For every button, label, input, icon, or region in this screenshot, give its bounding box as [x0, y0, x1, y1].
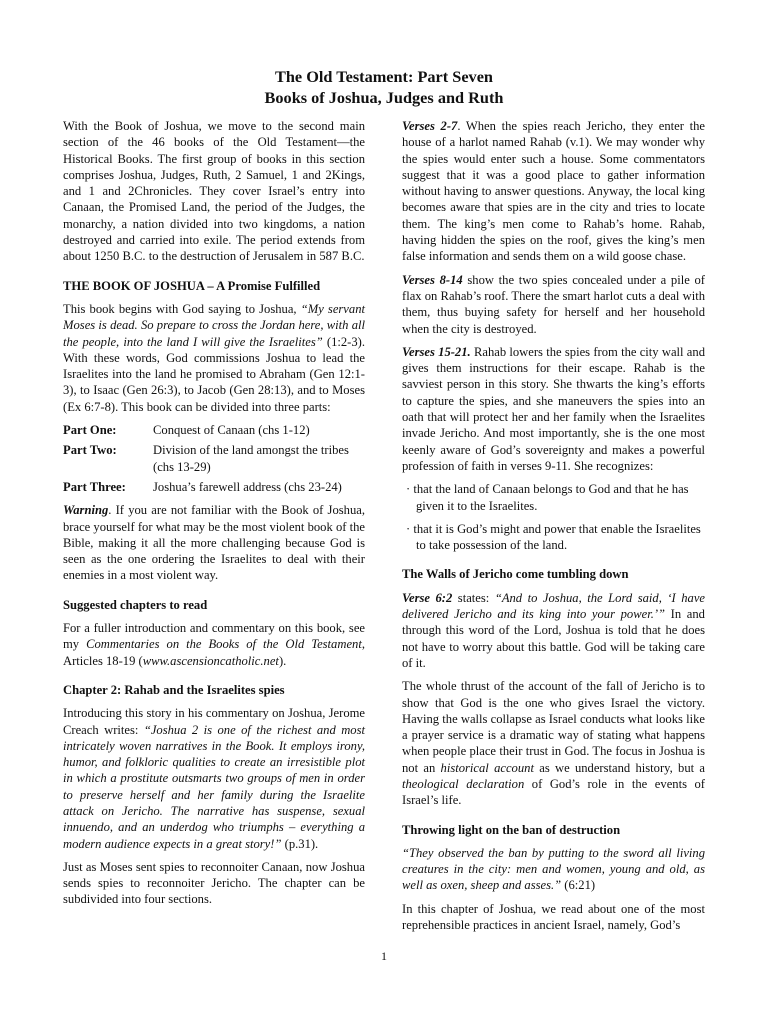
title-line-1: The Old Testament: Part Seven: [275, 67, 493, 86]
ban-quote: “They observed the ban by putting to the sword all living creatures in the city: men and women, young and old, as well as oxen, sheep and asses.”: [402, 845, 705, 893]
verse-6-2-paragraph: Verse 6:2 states: “And to Joshua, the Lord said, ‘I have delivered Jericho and its king into your power.’” In and through this word of the Lord, Joshua is told that he does not have to worry about this battle. God will be taking care of it.: [402, 590, 706, 670]
document-title: [0, 66, 768, 108]
commentary-title: Commentaries on the Books of the Old Testament: [86, 637, 362, 652]
verses-2-7-paragraph: Verses 2-7. When the spies reach Jericho, they enter the house of a harlot named Rahab (v.1). We may wonder why the spies would enter such a house. Some commentators suggest that it was a good place to gather information without having to answer questions. Anyway, the local king becomes aware that spies are in the city and tries to locate them. The king’s men come to Rahab’s home. Rahab, having hidden the spies on the roof, gives the king’s men false information and sends them on a wild goose chase.: [402, 119, 705, 264]
part-label: Part Two:: [63, 443, 117, 458]
creach-quote: “Joshua 2 is one of the richest and most intricately woven narratives in the Book. It employs irony, humor, and folkloric qualities to create an irresistible plot in which a prostitute outsmarts two groups of men in order to preserve herself and her family during the Israelite attack on Jericho. The narrative has suspense, sexual innuendo, and an underdog who triumphs – everything a modern audience expects in a great story!”: [63, 722, 366, 851]
part-row: [63, 442, 365, 475]
verses-15-21-paragraph: Verses 15-21. Rahab lowers the spies from the city wall and gives them instructions for their escape. Rahab is the savviest person in this story. She thwarts the king’s efforts to capture the spies, and she maneuvers the spies into an oath that will protect her and her family when the Israelites invade Jericho. And most importantly, she is the one most keenly aware of God’s sovereignty and makes a powerful profession of faith in verses 9-11. She recognizes:: [402, 344, 705, 473]
last-paragraph: In this chapter of Joshua, we read about one of the most reprehensible practices in ancient Israel, namely, God’s: [402, 901, 705, 933]
right-column: [402, 118, 705, 940]
verses-8-14-lead: Verses 8-14: [402, 272, 463, 287]
thrust-paragraph: The whole thrust of the account of the fall of Jericho is to show that God is the one who gives Israel the victory. Having the walls collapse as Israel conducts what looks like a prayer service is a dramatic way of stating what happens when people place their trust in God. The focus in Joshua is not an historical account as we understand history, but a theological declaration of God’s role in the events of Israel’s life.: [402, 679, 706, 808]
verses-15-21-lead: Verses 15-21.: [402, 344, 471, 359]
part-label: Part Three:: [63, 479, 126, 494]
verses-2-7-lead: Verses 2-7: [402, 119, 458, 133]
ban-quote-paragraph: “They observed the ban by putting to the sword all living creatures in the city: men and women, young and old, as well as oxen, sheep and asses.” (6:21): [402, 845, 705, 893]
part-label: Part One:: [63, 423, 117, 438]
warning-paragraph: Warning. If you are not familiar with the Book of Joshua, brace yourself for what may be the most violent book of the Bible, making it all the more challenging because God is seen as the one ordering the Israelites to deal with their enemies in a most violent way.: [63, 503, 365, 583]
website-link[interactable]: www.ascensioncatholic.net: [142, 653, 279, 668]
title-line-2: Books of Joshua, Judges and Ruth: [264, 88, 504, 107]
warning-lead: Warning: [63, 503, 109, 518]
ban-heading: Throwing light on the ban of destruction: [402, 822, 621, 837]
verses-8-14-paragraph: Verses 8-14 show the two spies concealed under a pile of flax on Rahab’s roof. There the smart harlot cuts a deal with them, thus buying safety for herself and her household when the city is destroyed.: [402, 272, 705, 336]
suggested-heading: Suggested chapters to read: [63, 597, 208, 612]
joshua-paragraph: This book begins with God saying to Joshua, “My servant Moses is dead. So prepare to cross the Jordan here, with all the people, into the land I will give the Israelites” (1:2-3). With these words, God commissions Joshua to lead the Israelites into the land he promised to Abraham (Gen 12:1-3), to Isaac (Gen 26:3), to Jacob (Gen 28:13), and to Moses (Ex 6:7-8). This book can be divided into three parts:: [63, 301, 365, 414]
left-column: [63, 118, 365, 915]
list-item: · that the land of Canaan belongs to God and that he has given it to the Israelites.: [406, 482, 689, 513]
part-value: Division of the land amongst the tribes (chs 13-29): [153, 443, 349, 474]
verse-6-2-quote: “And to Joshua, the Lord said, ‘I have delivered Jericho and its king into your power.’”: [402, 590, 706, 622]
joshua-quote: “My servant Moses is dead. So prepare to cross the Jordan here, with all the people, into the land I will give the Israelites”: [63, 301, 365, 349]
suggested-paragraph: For a fuller introduction and commentary on this book, see my Commentaries on the Books of the Old Testament, Articles 18-19 (www.ascensioncatholic.net).: [63, 621, 365, 668]
intro-paragraph: With the Book of Joshua, we move to the second main section of the 46 books of the Old Testament—the Historical Books. The first group of books in this section comprises Joshua, Judges, Ruth, 2 Samuel, 1 and 2Kings, and 1 and 2Chronicles. They cover Israel’s entry into Canaan, the Promised Land, the period of the Judges, the monarchy, a nation divided into two kingdoms, a nation destroyed and carried into exile. The period extends from about 1250 B.C. to the destruction of Jerusalem in 587 B.C.: [63, 119, 365, 264]
part-value: Conquest of Canaan (chs 1-12): [153, 423, 310, 438]
part-row: [63, 422, 365, 438]
joshua-heading: THE BOOK OF JOSHUA – A Promise Fulfilled: [63, 278, 321, 293]
verse-6-2-lead: Verse 6:2: [402, 590, 453, 605]
chapter2-heading: Chapter 2: Rahab and the Israelites spies: [63, 682, 285, 697]
list-item: · that it is God’s might and power that enable the Israelites to take possession of the land.: [406, 521, 701, 553]
parts-list: [63, 422, 365, 495]
walls-heading: The Walls of Jericho come tumbling down: [402, 567, 629, 582]
moses-paragraph: Just as Moses sent spies to reconnoiter Canaan, now Joshua sends spies to reconnoiter Jericho. The chapter can be subdivided into four sections.: [63, 859, 365, 907]
part-row: [63, 479, 365, 495]
part-value: Joshua’s farewell address (chs 23-24): [153, 479, 342, 494]
page-number: 1: [381, 949, 387, 963]
creach-paragraph: Introducing this story in his commentary on Joshua, Jerome Creach writes: “Joshua 2 is one of the richest and most intricately woven narratives in the Book. It employs irony, humor, and folkloric qualities to create an irresistible plot in which a prostitute outsmarts two groups of men in order to preserve herself and her family during the Israelite attack on Jericho. The narrative has suspense, sexual innuendo, and an underdog who triumphs – everything a modern audience expects in a great story!” (p.31).: [63, 706, 366, 851]
